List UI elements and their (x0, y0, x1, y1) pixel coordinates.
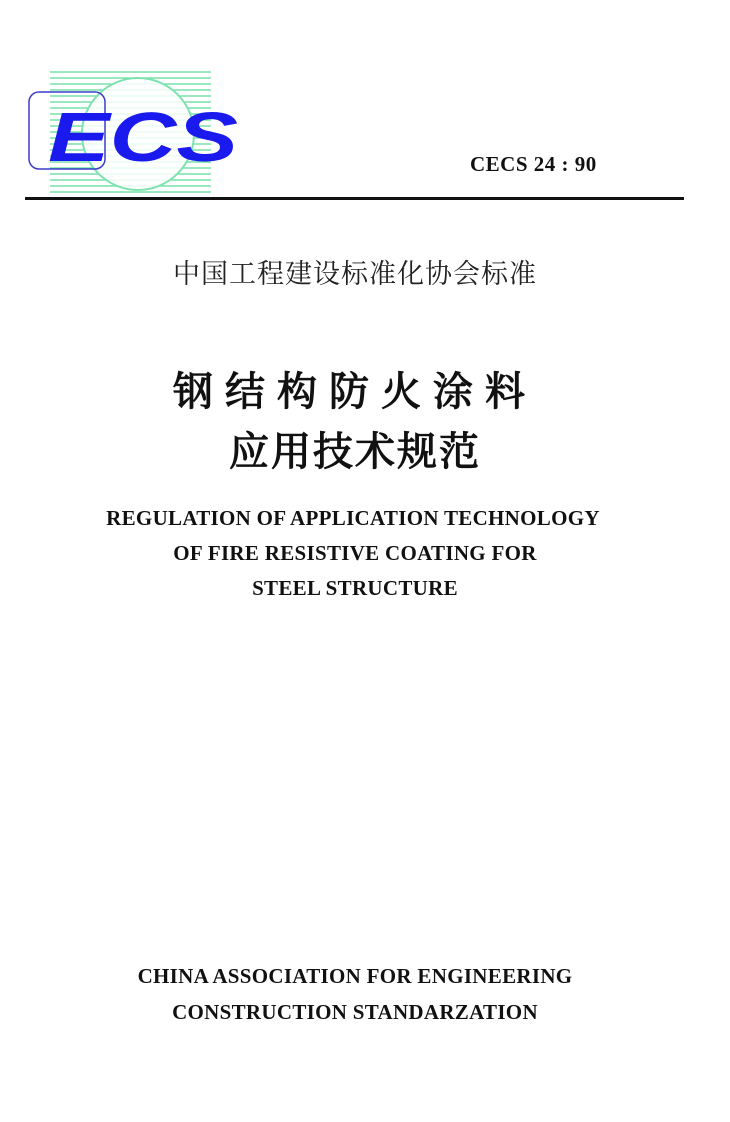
association-name-zh: 中国工程建设标准化协会标准 (173, 259, 537, 290)
logo-text: ECS (48, 98, 238, 176)
title-en-line2: OF FIRE RESISTIVE COATING FOR (173, 541, 537, 565)
title-zh-line1: 钢结构防火涂料 (173, 369, 537, 415)
standard-code: CECS 24 : 90 (470, 152, 597, 176)
title-en-line1: REGULATION OF APPLICATION TECHNOLOGY (106, 506, 600, 530)
publisher-line2: CONSTRUCTION STANDARZATION (172, 1000, 538, 1024)
title-zh-line2: 应用技术规范 (229, 429, 481, 475)
title-en-line3: STEEL STRUCTURE (252, 576, 458, 600)
ecs-logo (28, 68, 243, 198)
publisher-line1: CHINA ASSOCIATION FOR ENGINEERING (137, 964, 573, 988)
header-divider (25, 197, 684, 200)
